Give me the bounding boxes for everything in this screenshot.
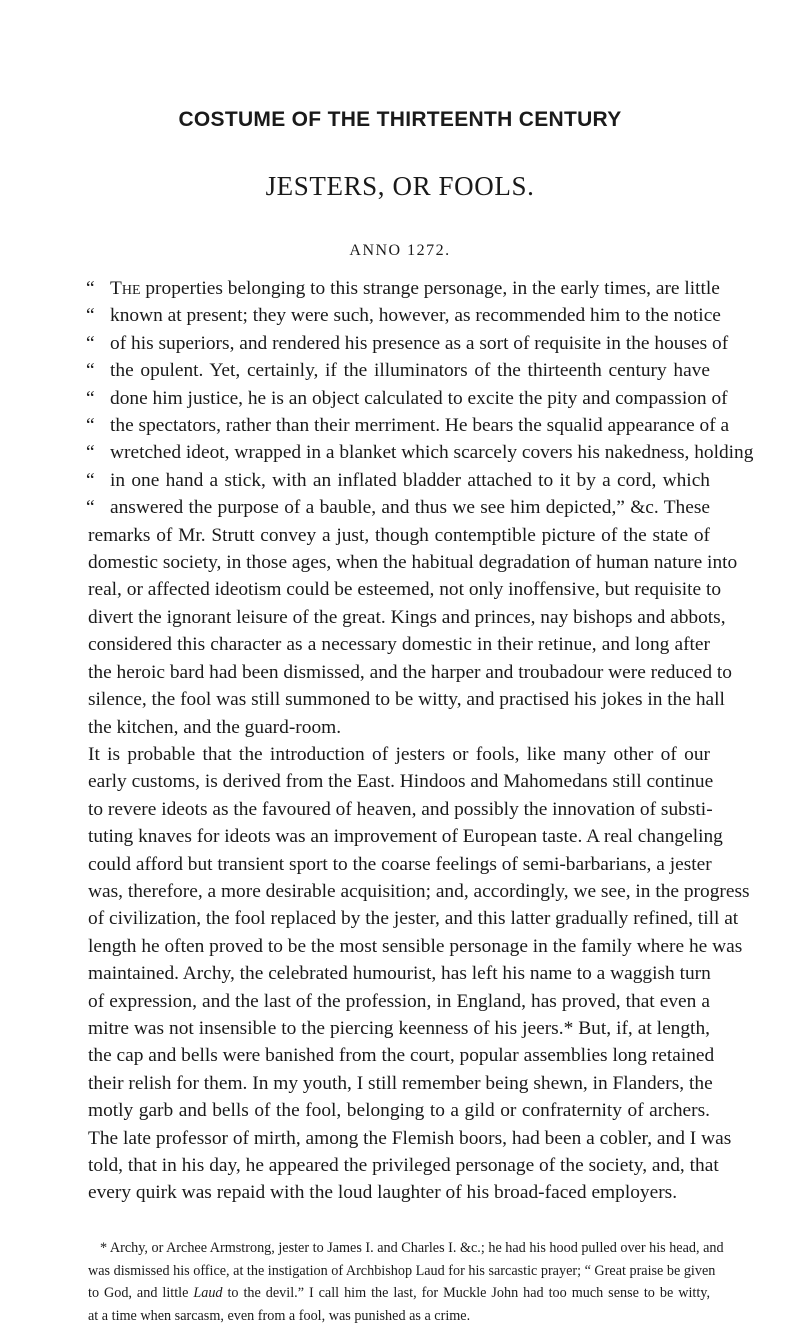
para2-line: every quirk was repaid with the loud laughter of his broad-faced employers. <box>88 1182 678 1204</box>
para1-line: “ answered the purpose of a bauble, and thus we see him depicted,” &c. These <box>86 497 710 519</box>
para1-line: the heroic bard had been dismissed, and the harper and troubadour were reduced to <box>88 661 732 683</box>
footnote-line: * Archy, or Archee Armstrong, jester to James I. and Charles I. &c.; he had his hood pulled over his head, and <box>100 1240 724 1256</box>
chapter-title: JESTERS, OR FOOLS. <box>265 171 535 201</box>
para2-line: tuting knaves for ideots was an improvement of European taste. A real changeling <box>88 826 723 848</box>
para2-line: early customs, is derived from the East. Hindoos and Mahomedans still continue <box>88 771 714 793</box>
running-head: COSTUME OF THE THIRTEENTH CENTURY <box>178 108 622 131</box>
para1-line: considered this character as a necessary domestic in their retinue, and long after <box>88 634 710 656</box>
para2-line: of expression, and the last of the profession, in England, has proved, that even a <box>88 990 710 1012</box>
footnote-line: to God, and little Laud to the devil.” I call him the last, for Muckle John had too much sense to be witty, <box>88 1285 711 1301</box>
para1-line: the kitchen, and the guard-room. <box>88 716 342 738</box>
para2-line: their relish for them. In my youth, I still remember being shewn, in Flanders, the <box>88 1072 713 1094</box>
para2-line: to revere ideots as the favoured of heaven, and possibly the innovation of substi- <box>88 798 713 820</box>
para2-line: motly garb and bells of the fool, belonging to a gild or confraternity of archers. <box>88 1100 710 1122</box>
anno-date: ANNO 1272. <box>349 242 451 259</box>
para2-line: of civilization, the fool replaced by the jester, and this latter gradually refined, till at <box>88 908 739 930</box>
body-text <box>86 275 754 1207</box>
para1-line: “ in one hand a stick, with an inflated bladder attached to it by a cord, which <box>86 469 710 491</box>
para1-line: divert the ignorant leisure of the great. Kings and princes, nay bishops and abbots, <box>88 606 726 628</box>
para1-line: real, or affected ideotism could be esteemed, not only inoffensive, but requisite to <box>88 579 722 601</box>
footnote-line: was dismissed his office, at the instigation of Archbishop Laud for his sarcastic prayer; “ Great praise be given <box>88 1262 716 1279</box>
footnote-line: at a time when sarcasm, even from a fool, was punished as a crime. <box>88 1307 471 1324</box>
para2-line: The late professor of mirth, among the Flemish boors, had been a cobler, and I was <box>88 1127 732 1149</box>
para1-line: “ the spectators, rather than their merriment. He bears the squalid appearance of a <box>86 415 730 437</box>
para2-line: length he often proved to be the most sensible personage in the family where he was <box>88 935 743 957</box>
para1-line: “ The properties belonging to this strange personage, in the early times, are little <box>86 278 720 299</box>
para2-line: the cap and bells were banished from the court, popular assemblies long retained <box>88 1045 715 1067</box>
para2-line: could afford but transient sport to the coarse feelings of semi-barbarians, a jester <box>88 853 712 875</box>
small-caps-word: The <box>110 278 141 299</box>
para1-line: “ the opulent. Yet, certainly, if the illuminators of the thirteenth century have <box>86 360 710 382</box>
footnote-italic-word: Laud <box>193 1285 223 1301</box>
para1-line: domestic society, in those ages, when the habitual degradation of human nature into <box>88 552 738 574</box>
para1-line: silence, the fool was still summoned to be witty, and practised his jokes in the hall <box>88 689 725 711</box>
para1-line: “ done him justice, he is an object calculated to excite the pity and compassion of <box>86 387 728 409</box>
para2-line: told, that in his day, he appeared the privileged personage of the society, and, that <box>88 1155 719 1176</box>
para1-line: “ wretched ideot, wrapped in a blanket which scarcely covers his nakedness, holding <box>86 442 754 464</box>
para1-line: “ of his superiors, and rendered his presence as a sort of requisite in the houses of <box>86 332 729 354</box>
para2-line: maintained. Archy, the celebrated humourist, has left his name to a waggish turn <box>88 963 711 985</box>
para1-line: “ known at present; they were such, however, as recommended him to the notice <box>86 305 721 327</box>
para2-line: mitre was not insensible to the piercing keenness of his jeers.* But, if, at length, <box>88 1017 710 1039</box>
para2-line: was, therefore, a more desirable acquisition; and, accordingly, we see, in the progress <box>88 880 750 902</box>
para2-line: It is probable that the introduction of jesters or fools, like many other of our <box>88 743 710 765</box>
footnote <box>88 1237 724 1327</box>
para1-line: remarks of Mr. Strutt convey a just, though contemptible picture of the state of <box>88 524 710 546</box>
